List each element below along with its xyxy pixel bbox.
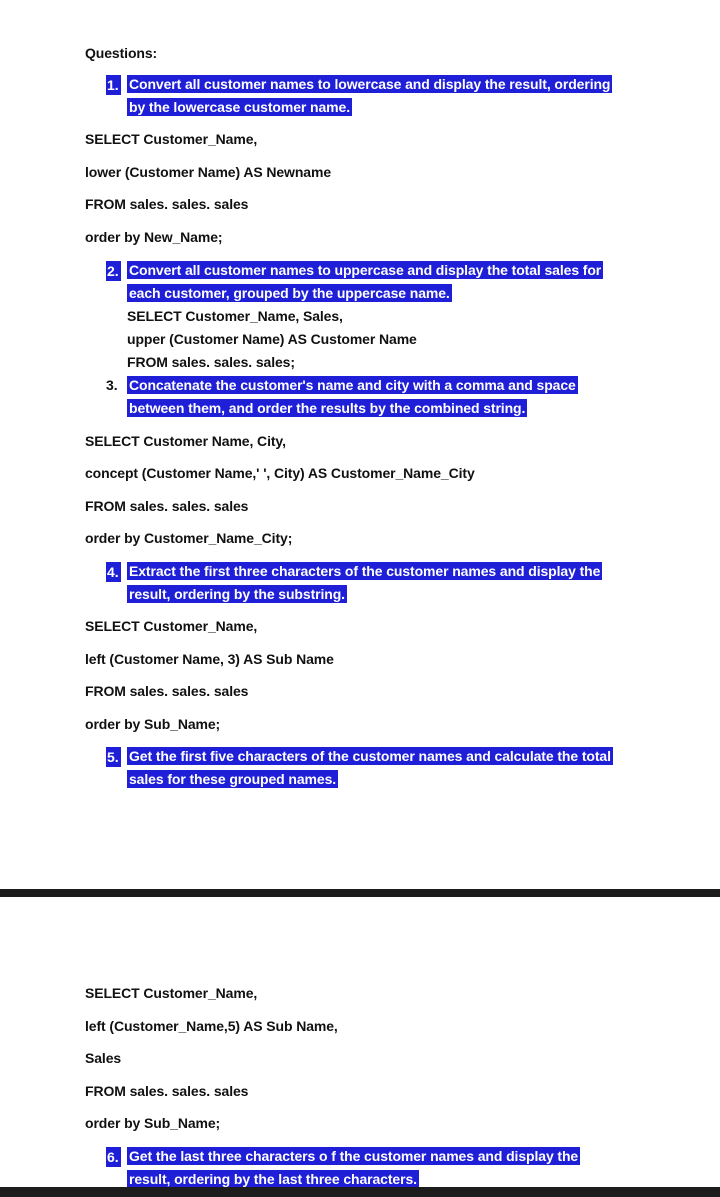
question-1-number: 1. (107, 77, 119, 93)
page-separator (0, 889, 720, 897)
question-1-text-line-1: Convert all customer names to lowercase and display the result, ordering (129, 76, 611, 92)
question-3-number: 3. (106, 377, 118, 393)
code-line: FROM sales. sales. sales (85, 498, 249, 514)
code-line: order by New_Name; (85, 229, 223, 245)
document-page-2 (0, 897, 720, 1187)
code-line: lower (Customer Name) AS Newname (85, 164, 332, 180)
question-6-text-line-2: result, ordering by the last three characters. (129, 1171, 417, 1187)
question-2-text-line-1: Convert all customer names to uppercase and display the total sales for (129, 262, 602, 278)
code-line: SELECT Customer_Name, Sales, (127, 308, 343, 324)
page-separator (0, 1187, 720, 1197)
code-line: SELECT Customer_Name, (85, 131, 258, 147)
code-line: left (Customer Name, 3) AS Sub Name (85, 651, 334, 667)
question-6-number: 6. (107, 1149, 119, 1165)
question-4-text-line-2: result, ordering by the substring. (129, 586, 345, 602)
question-5-number: 5. (107, 749, 119, 765)
code-line: Sales (85, 1050, 122, 1066)
question-2-text-line-2: each customer, grouped by the uppercase name. (129, 285, 450, 301)
code-line: order by Customer_Name_City; (85, 530, 293, 546)
code-line: FROM sales. sales. sales (85, 683, 249, 699)
code-line: FROM sales. sales. sales; (127, 354, 295, 370)
code-line: concept (Customer Name,' ', City) AS Customer_Name_City (85, 465, 475, 481)
code-line: SELECT Customer Name, City, (85, 433, 286, 449)
code-line: left (Customer_Name,5) AS Sub Name, (85, 1018, 338, 1034)
questions-heading: Questions: (85, 45, 158, 61)
code-line: SELECT Customer_Name, (85, 985, 258, 1001)
question-3-text-line-1: Concatenate the customer's name and city with a comma and space (129, 377, 576, 393)
question-6-text-line-1: Get the last three characters o f the customer names and display the (129, 1148, 579, 1164)
code-line: order by Sub_Name; (85, 716, 221, 732)
code-line: upper (Customer Name) AS Customer Name (127, 331, 417, 347)
question-5-text-line-2: sales for these grouped names. (129, 771, 337, 787)
question-2-number: 2. (107, 263, 119, 279)
code-line: FROM sales. sales. sales (85, 196, 249, 212)
question-4-number: 4. (107, 564, 119, 580)
question-3-text-line-2: between them, and order the results by the combined string. (129, 400, 526, 416)
code-line: FROM sales. sales. sales (85, 1083, 249, 1099)
question-5-text-line-1: Get the first five characters of the customer names and calculate the total (129, 748, 611, 764)
question-1-text-line-2: by the lowercase customer name. (129, 99, 350, 115)
code-line: SELECT Customer_Name, (85, 618, 258, 634)
question-4-text-line-1: Extract the first three characters of the customer names and display the (129, 563, 601, 579)
code-line: order by Sub_Name; (85, 1115, 221, 1131)
